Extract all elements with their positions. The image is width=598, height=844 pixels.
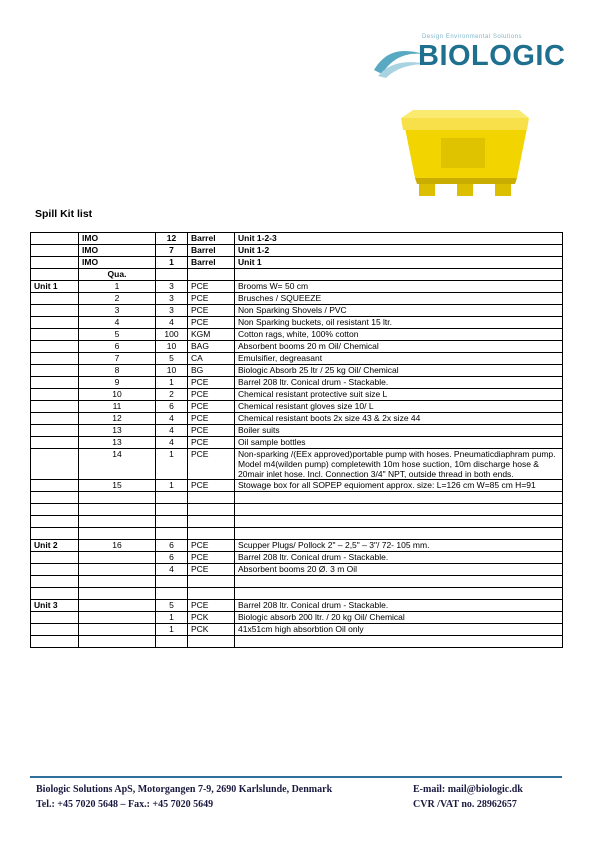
item-number-cell: 8 bbox=[79, 365, 156, 377]
uom-cell: PCE bbox=[188, 552, 235, 564]
quantity-cell: 4 bbox=[156, 564, 188, 576]
unit-cell bbox=[31, 612, 79, 624]
header-label-cell: IMO bbox=[79, 257, 156, 269]
uom-cell: PCE bbox=[188, 540, 235, 552]
quantity-cell: 4 bbox=[156, 413, 188, 425]
description-cell: 41x51cm high absorbtion Oil only bbox=[235, 624, 563, 636]
quantity-cell: 4 bbox=[156, 425, 188, 437]
quantity-cell: 3 bbox=[156, 305, 188, 317]
uom-cell: PCE bbox=[188, 281, 235, 293]
table-row bbox=[31, 377, 563, 389]
item-number-cell bbox=[79, 576, 156, 588]
item-number-cell: 4 bbox=[79, 317, 156, 329]
description-cell: Brooms W= 50 cm bbox=[235, 281, 563, 293]
unit-cell bbox=[31, 377, 79, 389]
uom-cell: PCE bbox=[188, 401, 235, 413]
item-number-cell: 2 bbox=[79, 293, 156, 305]
unit-cell: Unit 2 bbox=[31, 540, 79, 552]
header-row bbox=[31, 257, 563, 269]
unit-cell bbox=[31, 437, 79, 449]
description-cell: Chemical resistant gloves size 10/ L bbox=[235, 401, 563, 413]
description-cell bbox=[235, 576, 563, 588]
table-row bbox=[31, 437, 563, 449]
quantity-cell: 6 bbox=[156, 552, 188, 564]
item-number-cell: 10 bbox=[79, 389, 156, 401]
header-qty-cell bbox=[156, 269, 188, 281]
unit-cell bbox=[31, 257, 79, 269]
item-number-cell: 5 bbox=[79, 329, 156, 341]
description-cell: Barrel 208 ltr. Conical drum - Stackable. bbox=[235, 377, 563, 389]
item-number-cell: 3 bbox=[79, 305, 156, 317]
item-number-cell bbox=[79, 492, 156, 504]
footer-divider bbox=[30, 776, 562, 778]
item-number-cell bbox=[79, 612, 156, 624]
logo-tagline: Design Environmental Solutions bbox=[422, 34, 523, 40]
uom-cell: PCE bbox=[188, 413, 235, 425]
table-row bbox=[31, 576, 563, 588]
uom-cell: PCK bbox=[188, 612, 235, 624]
unit-cell bbox=[31, 480, 79, 492]
uom-cell: PCE bbox=[188, 564, 235, 576]
description-cell bbox=[235, 636, 563, 648]
description-cell: Non Sparking buckets, oil resistant 15 ltr. bbox=[235, 317, 563, 329]
uom-cell bbox=[188, 516, 235, 528]
quantity-cell bbox=[156, 528, 188, 540]
table-row bbox=[31, 293, 563, 305]
uom-cell: PCE bbox=[188, 425, 235, 437]
quantity-cell: 5 bbox=[156, 353, 188, 365]
description-cell bbox=[235, 588, 563, 600]
unit-cell bbox=[31, 564, 79, 576]
unit-cell: Unit 1 bbox=[31, 281, 79, 293]
footer-right bbox=[413, 782, 523, 812]
table-row bbox=[31, 588, 563, 600]
unit-cell bbox=[31, 401, 79, 413]
quantity-cell: 1 bbox=[156, 449, 188, 480]
description-cell: Absorbent booms 20 m Oil/ Chemical bbox=[235, 341, 563, 353]
item-number-cell: 13 bbox=[79, 425, 156, 437]
item-number-cell: 14 bbox=[79, 449, 156, 480]
description-cell bbox=[235, 504, 563, 516]
uom-cell: KGM bbox=[188, 329, 235, 341]
unit-cell bbox=[31, 317, 79, 329]
description-cell: Oil sample bottles bbox=[235, 437, 563, 449]
unit-cell bbox=[31, 389, 79, 401]
quantity-cell: 5 bbox=[156, 600, 188, 612]
unit-cell bbox=[31, 624, 79, 636]
table-row bbox=[31, 449, 563, 480]
quantity-cell: 1 bbox=[156, 377, 188, 389]
uom-cell: PCK bbox=[188, 624, 235, 636]
spill-kit-table bbox=[30, 232, 563, 648]
header-row bbox=[31, 269, 563, 281]
item-number-cell: 12 bbox=[79, 413, 156, 425]
description-cell bbox=[235, 528, 563, 540]
quantity-cell: 1 bbox=[156, 480, 188, 492]
unit-cell bbox=[31, 504, 79, 516]
unit-cell bbox=[31, 449, 79, 480]
unit-cell bbox=[31, 516, 79, 528]
footer-phone: Tel.: +45 7020 5648 – Fax.: +45 7020 5649 bbox=[36, 799, 214, 810]
quantity-cell: 10 bbox=[156, 365, 188, 377]
table-row bbox=[31, 528, 563, 540]
header-qty-cell: 1 bbox=[156, 257, 188, 269]
header-qty-cell: 12 bbox=[156, 233, 188, 245]
quantity-cell bbox=[156, 492, 188, 504]
header-label-cell: Qua. bbox=[79, 269, 156, 281]
unit-cell bbox=[31, 636, 79, 648]
table-row bbox=[31, 612, 563, 624]
description-cell: Non-sparking /(EEx approved)portable pump with hoses. Pneumaticdiaphram pump. Model m4(wilden pump) completewith 10m hose suction, 10m discharge hose & 20mair inlet hose. Incl. Connection 3/4" NPT, outside thread in both ends. bbox=[235, 449, 563, 480]
uom-cell bbox=[188, 492, 235, 504]
unit-cell bbox=[31, 528, 79, 540]
description-cell: Stowage box for all SOPEP equioment approx. size: L=126 cm W=85 cm H=91 bbox=[235, 480, 563, 492]
uom-cell bbox=[188, 636, 235, 648]
description-cell: Cotton rags, white, 100% cotton bbox=[235, 329, 563, 341]
header-row bbox=[31, 233, 563, 245]
quantity-cell: 3 bbox=[156, 293, 188, 305]
header-label-cell: IMO bbox=[79, 245, 156, 257]
spill-kit-box-image bbox=[395, 106, 535, 202]
item-number-cell bbox=[79, 624, 156, 636]
quantity-cell: 4 bbox=[156, 317, 188, 329]
item-number-cell: 6 bbox=[79, 341, 156, 353]
table-row bbox=[31, 281, 563, 293]
quantity-cell bbox=[156, 516, 188, 528]
unit-cell bbox=[31, 293, 79, 305]
unit-cell bbox=[31, 245, 79, 257]
unit-cell bbox=[31, 576, 79, 588]
unit-cell bbox=[31, 353, 79, 365]
table-row bbox=[31, 353, 563, 365]
header-unit-cell bbox=[235, 269, 563, 281]
unit-cell bbox=[31, 233, 79, 245]
table-row bbox=[31, 540, 563, 552]
unit-cell: Unit 3 bbox=[31, 600, 79, 612]
unit-cell bbox=[31, 413, 79, 425]
table-row bbox=[31, 305, 563, 317]
quantity-cell: 1 bbox=[156, 624, 188, 636]
table-row bbox=[31, 480, 563, 492]
footer-left bbox=[36, 782, 332, 812]
uom-cell: BG bbox=[188, 365, 235, 377]
uom-cell: PCE bbox=[188, 317, 235, 329]
item-number-cell: 1 bbox=[79, 281, 156, 293]
quantity-cell: 10 bbox=[156, 341, 188, 353]
quantity-cell bbox=[156, 636, 188, 648]
quantity-cell: 3 bbox=[156, 281, 188, 293]
uom-cell: CA bbox=[188, 353, 235, 365]
item-number-cell bbox=[79, 504, 156, 516]
description-cell: Emulsifier, degreasant bbox=[235, 353, 563, 365]
header-unit-cell: Unit 1-2 bbox=[235, 245, 563, 257]
quantity-cell: 1 bbox=[156, 612, 188, 624]
uom-cell bbox=[188, 588, 235, 600]
table-row bbox=[31, 552, 563, 564]
unit-cell bbox=[31, 365, 79, 377]
unit-cell bbox=[31, 425, 79, 437]
unit-cell bbox=[31, 341, 79, 353]
quantity-cell bbox=[156, 576, 188, 588]
header-label-cell: IMO bbox=[79, 233, 156, 245]
description-cell: Barrel 208 ltr. Conical drum - Stackable. bbox=[235, 600, 563, 612]
header-row bbox=[31, 245, 563, 257]
table-row bbox=[31, 389, 563, 401]
quantity-cell: 100 bbox=[156, 329, 188, 341]
description-cell bbox=[235, 492, 563, 504]
table-row bbox=[31, 401, 563, 413]
description-cell: Chemical resistant protective suit size L bbox=[235, 389, 563, 401]
description-cell: Brusches / SQUEEZE bbox=[235, 293, 563, 305]
uom-cell: PCE bbox=[188, 480, 235, 492]
unit-cell bbox=[31, 269, 79, 281]
item-number-cell: 16 bbox=[79, 540, 156, 552]
item-number-cell: 15 bbox=[79, 480, 156, 492]
description-cell: Biologic absorb 200 ltr. / 20 kg Oil/ Chemical bbox=[235, 612, 563, 624]
table-row bbox=[31, 317, 563, 329]
table-row bbox=[31, 504, 563, 516]
uom-cell bbox=[188, 504, 235, 516]
biologic-logo bbox=[372, 34, 566, 80]
uom-cell: PCE bbox=[188, 305, 235, 317]
table-row bbox=[31, 600, 563, 612]
description-cell: Chemical resistant boots 2x size 43 & 2x size 44 bbox=[235, 413, 563, 425]
header-type-cell: Barrel bbox=[188, 257, 235, 269]
item-number-cell bbox=[79, 552, 156, 564]
item-number-cell bbox=[79, 516, 156, 528]
footer-vat: CVR /VAT no. 28962657 bbox=[413, 799, 517, 810]
uom-cell bbox=[188, 576, 235, 588]
item-number-cell: 13 bbox=[79, 437, 156, 449]
uom-cell: BAG bbox=[188, 341, 235, 353]
unit-cell bbox=[31, 588, 79, 600]
table-row bbox=[31, 516, 563, 528]
table-row bbox=[31, 492, 563, 504]
uom-cell: PCE bbox=[188, 389, 235, 401]
quantity-cell: 6 bbox=[156, 540, 188, 552]
header-qty-cell: 7 bbox=[156, 245, 188, 257]
item-number-cell: 11 bbox=[79, 401, 156, 413]
description-cell bbox=[235, 516, 563, 528]
header-unit-cell: Unit 1 bbox=[235, 257, 563, 269]
table-row bbox=[31, 413, 563, 425]
table-row bbox=[31, 636, 563, 648]
header-type-cell bbox=[188, 269, 235, 281]
description-cell: Non Sparking Shovels / PVC bbox=[235, 305, 563, 317]
uom-cell: PCE bbox=[188, 377, 235, 389]
description-cell: Barrel 208 ltr. Conical drum - Stackable. bbox=[235, 552, 563, 564]
quantity-cell: 2 bbox=[156, 389, 188, 401]
unit-cell bbox=[31, 329, 79, 341]
description-cell: Boiler suits bbox=[235, 425, 563, 437]
table-row bbox=[31, 329, 563, 341]
quantity-cell: 4 bbox=[156, 437, 188, 449]
item-number-cell bbox=[79, 564, 156, 576]
table-row bbox=[31, 365, 563, 377]
item-number-cell bbox=[79, 636, 156, 648]
logo-wordmark: BIOLOGIC bbox=[418, 40, 566, 72]
unit-cell bbox=[31, 552, 79, 564]
table-row bbox=[31, 425, 563, 437]
header-unit-cell: Unit 1-2-3 bbox=[235, 233, 563, 245]
uom-cell: PCE bbox=[188, 293, 235, 305]
quantity-cell bbox=[156, 588, 188, 600]
table-row bbox=[31, 624, 563, 636]
unit-cell bbox=[31, 492, 79, 504]
footer-email: E-mail: mail@biologic.dk bbox=[413, 784, 523, 795]
uom-cell: PCE bbox=[188, 449, 235, 480]
description-cell: Biologic Absorb 25 ltr / 25 kg Oil/ Chemical bbox=[235, 365, 563, 377]
item-number-cell bbox=[79, 528, 156, 540]
quantity-cell: 6 bbox=[156, 401, 188, 413]
header-type-cell: Barrel bbox=[188, 233, 235, 245]
uom-cell: PCE bbox=[188, 437, 235, 449]
uom-cell bbox=[188, 528, 235, 540]
table-row bbox=[31, 341, 563, 353]
item-number-cell: 9 bbox=[79, 377, 156, 389]
description-cell: Scupper Plugs/ Pollock 2" – 2,5" – 3"/ 72- 105 mm. bbox=[235, 540, 563, 552]
uom-cell: PCE bbox=[188, 600, 235, 612]
item-number-cell: 7 bbox=[79, 353, 156, 365]
footer-address: Biologic Solutions ApS, Motorgangen 7-9, 2690 Karlslunde, Denmark bbox=[36, 784, 333, 795]
table-row bbox=[31, 564, 563, 576]
unit-cell bbox=[31, 305, 79, 317]
header-type-cell: Barrel bbox=[188, 245, 235, 257]
quantity-cell bbox=[156, 504, 188, 516]
description-cell: Absorbent booms 20 Ø. 3 m Oil bbox=[235, 564, 563, 576]
page-title: Spill Kit list bbox=[35, 208, 93, 220]
item-number-cell bbox=[79, 600, 156, 612]
item-number-cell bbox=[79, 588, 156, 600]
